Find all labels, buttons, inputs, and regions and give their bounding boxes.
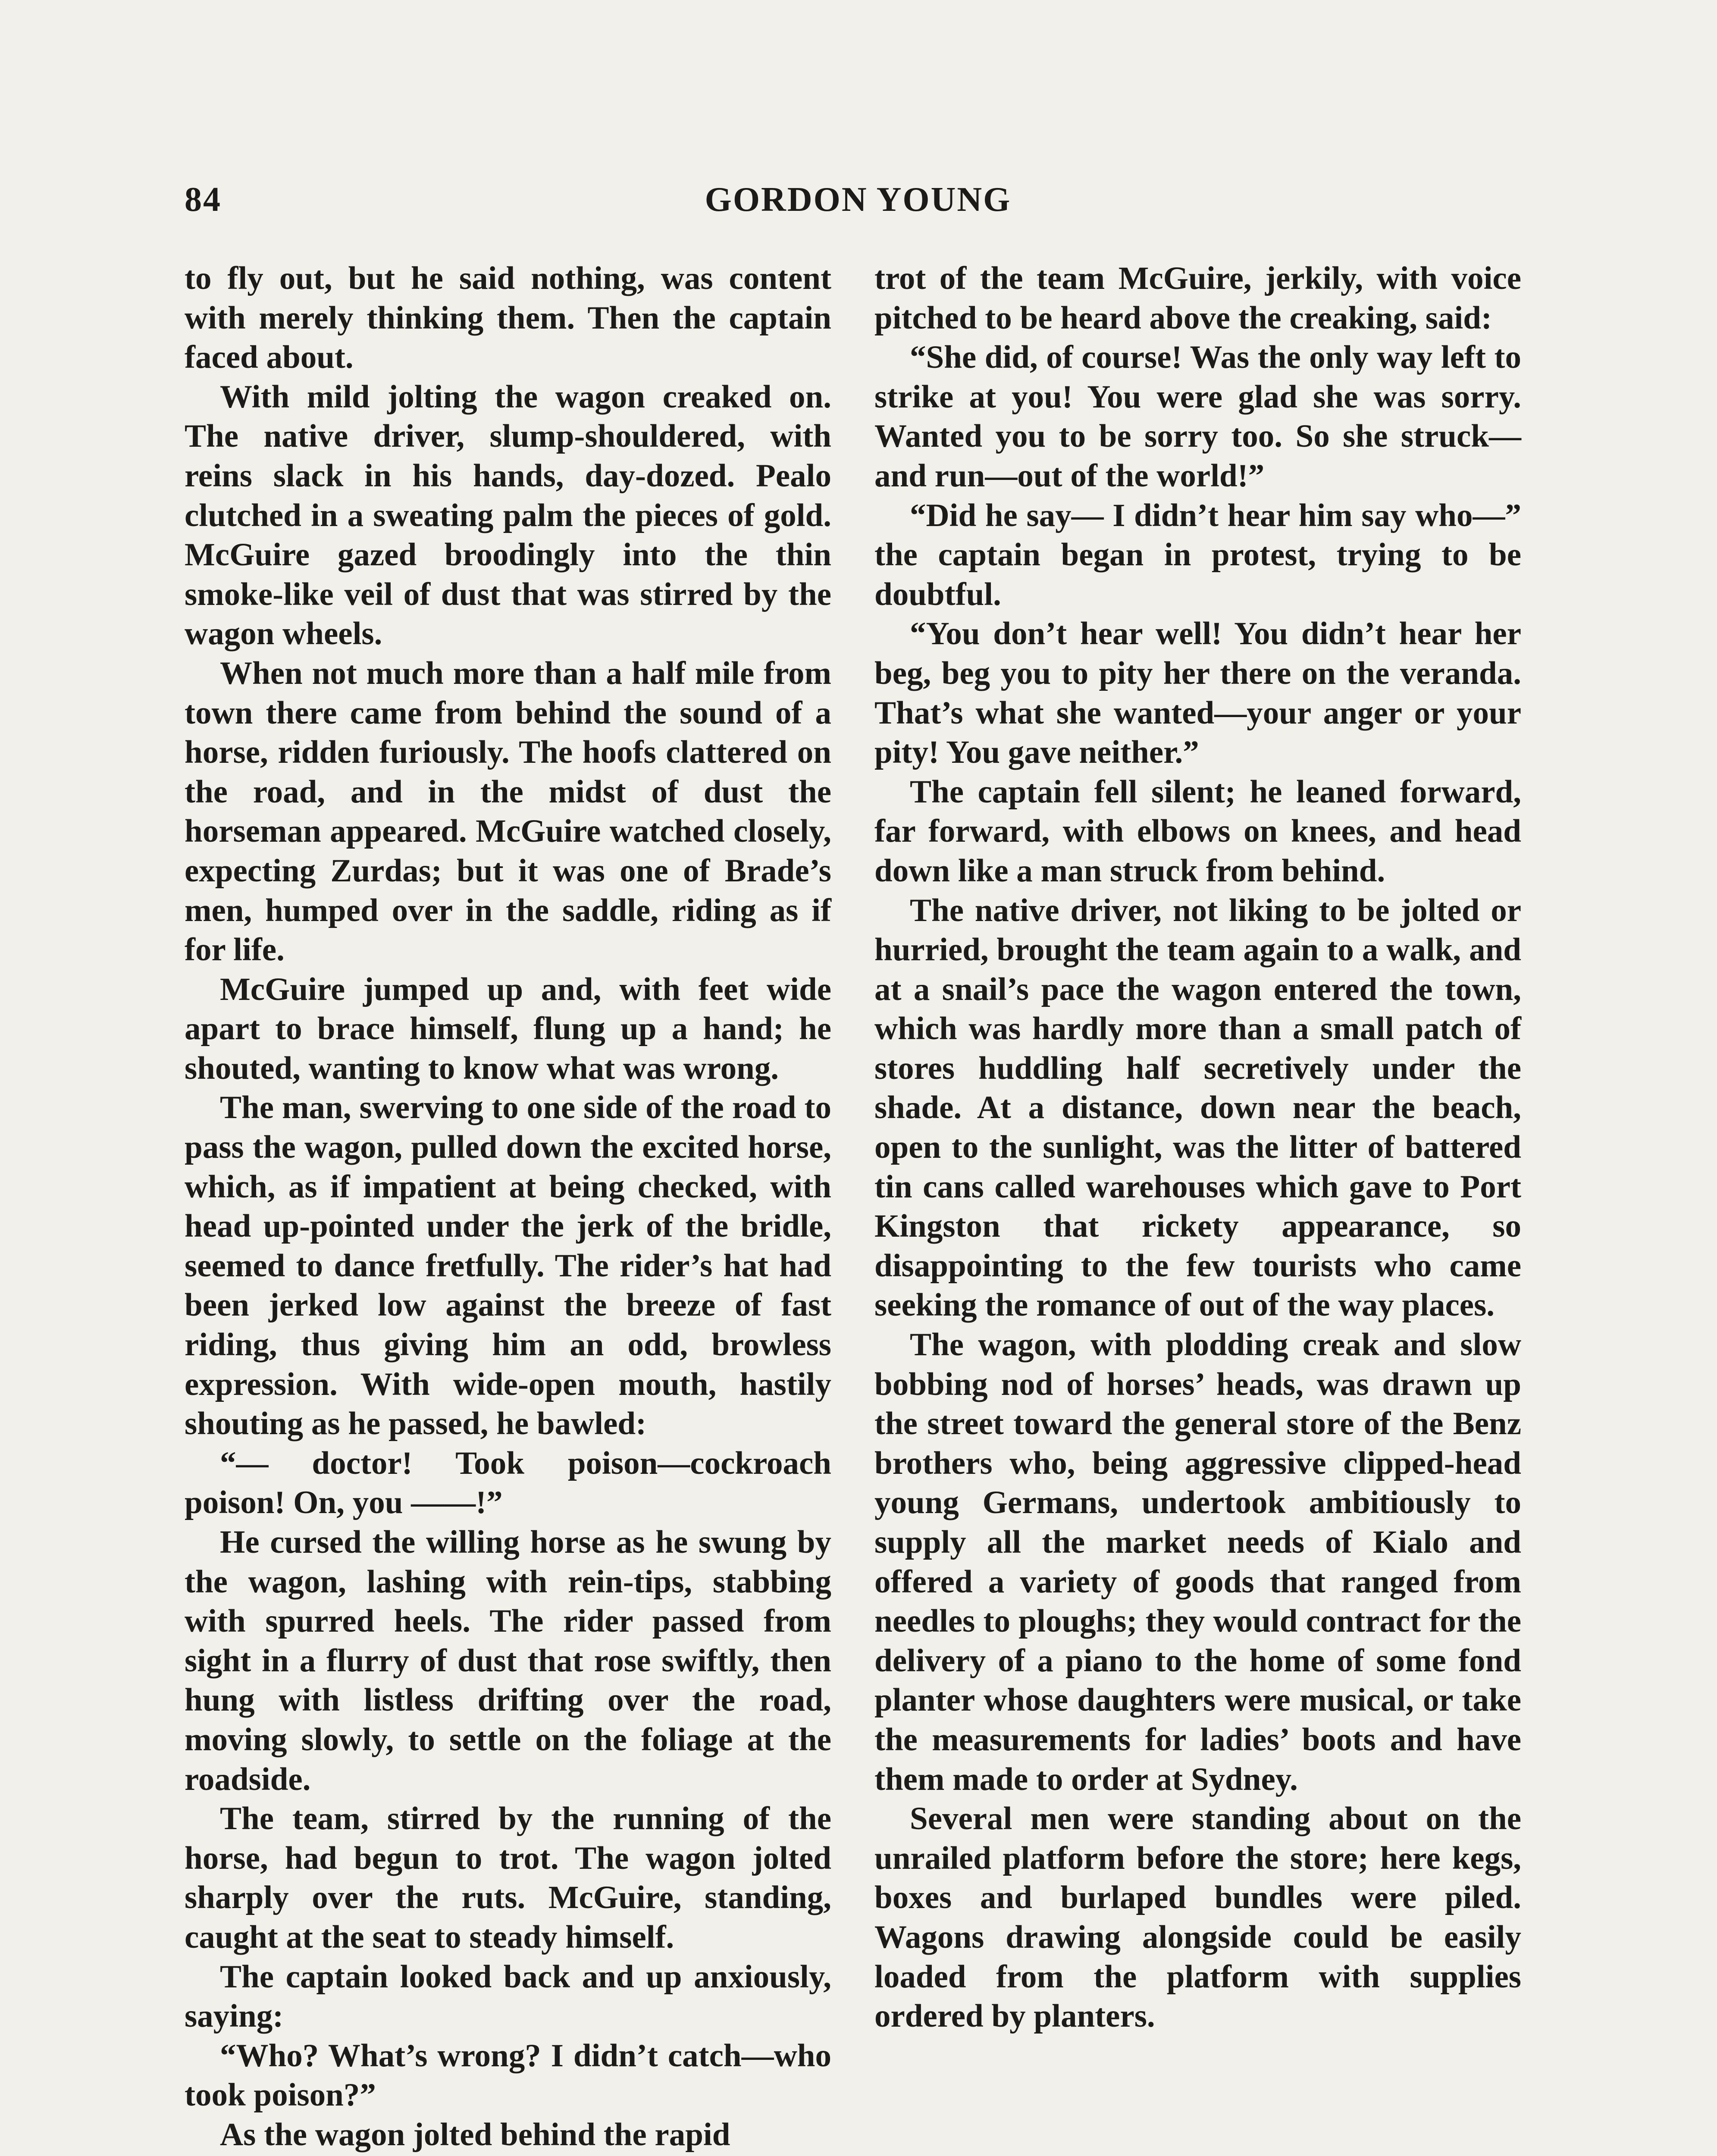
paragraph: With mild jolting the wagon creaked on. The native driver, slump-shouldered, with reins slack in his hands, day-dozed. Pealo clutched in a sweating palm the pieces of gold. McGuire gazed broodingly into the thin smoke-like veil of dust that was stirred by the wagon wheels.: [185, 379, 831, 652]
paragraph: The native driver, not liking to be jolted or hurried, brought the team again to a walk, and at a snail’s pace the wagon entered the town, which was hardly more than a small patch of stores huddling half secretively under the shade. At a distance, down near the beach, open to the sunlight, was the litter of battered tin cans called warehouses which gave to Port Kingston that rickety appearance, so disappointing to the few tourists who came seeking the romance of out of the way places.: [874, 892, 1521, 1323]
left-text-column: [185, 259, 831, 2155]
paragraph: The man, swerving to one side of the road to pass the wagon, pulled down the excited horse, which, as if impatient at being checked, with head up-pointed under the jerk of the bridle, seemed to dance fretfully. The rider’s hat had been jerked low against the breeze of fast riding, thus giving him an odd, browless expression. With wide-open mouth, hastily shouting as he passed, he bawled:: [185, 1090, 831, 1442]
paragraph: “— doctor! Took poison—cockroach poison! On, you ——!”: [185, 1445, 831, 1521]
paragraph: “Did he say— I didn’t hear him say who—” the captain began in protest, trying to be doubtful.: [874, 497, 1521, 612]
running-head: [185, 180, 1532, 219]
paragraph: The team, stirred by the running of the horse, had begun to trot. The wagon jolted sharply over the ruts. McGuire, standing, caught at the seat to steady himself.: [185, 1801, 831, 1955]
paragraph: As the wagon jolted behind the rapid: [220, 2116, 730, 2153]
paragraph: “Who? What’s wrong? I didn’t catch—who took poison?”: [185, 2037, 831, 2113]
paragraph: trot of the team McGuire, jerkily, with voice pitched to be heard above the creaking, said:: [874, 260, 1521, 336]
paragraph: “You don’t hear well! You didn’t hear her beg, beg you to pity her there on the veranda. That’s what she wanted—your anger or your pity! You gave neither.”: [874, 616, 1521, 771]
paragraph: McGuire jumped up and, with feet wide apart to brace himself, flung up a hand; he shouted, wanting to know what was wrong.: [185, 971, 831, 1086]
running-title: GORDON YOUNG: [705, 181, 1012, 219]
paragraph: The captain looked back and up anxiously, saying:: [185, 1959, 831, 2034]
paragraph: He cursed the willing horse as he swung by the wagon, lashing with rein-tips, stabbing with spurred heels. The rider passed from sight in a flurry of dust that rose swiftly, then hung with listless drifting over the road, moving slowly, to settle on the foliage at the roadside.: [185, 1524, 831, 1797]
paragraph: to fly out, but he said nothing, was content with merely thinking them. Then the captain faced about.: [185, 260, 831, 376]
paragraph: “She did, of course! Was the only way left to strike at you! You were glad she was sorry. Wanted you to be sorry too. So she struck—and run—out of the world!”: [874, 339, 1521, 494]
paragraph: Several men were standing about on the unrailed platform before the store; here kegs, boxes and burlaped bundles were piled. Wagons drawing alongside could be easily loaded from the platform with supplies ordered by planters.: [874, 1801, 1521, 2034]
paragraph: The captain fell silent; he leaned forward, far forward, with elbows on knees, and head down like a man struck from behind.: [874, 774, 1521, 889]
paragraph: The wagon, with plodding creak and slow bobbing nod of horses’ heads, was drawn up the street toward the general store of the Benz brothers who, being aggressive clipped-head young Germans, undertook ambitiously to supply all the market needs of Kialo and offered a variety of goods that ranged from needles to ploughs; they would contract for the delivery of a piano to the home of some fond planter whose daughters were musical, or take the measurements for ladies’ boots and have them made to order at Sydney.: [874, 1327, 1521, 1797]
page-number: 84: [185, 181, 222, 219]
right-text-column: [874, 259, 1521, 2036]
paragraph: When not much more than a half mile from town there came from behind the sound of a horse, ridden furiously. The hoofs clattered on the road, and in the midst of dust the horseman appeared. McGuire watched closely, expecting Zurdas; but it was one of Brade’s men, humped over in the saddle, riding as if for life.: [185, 655, 831, 968]
